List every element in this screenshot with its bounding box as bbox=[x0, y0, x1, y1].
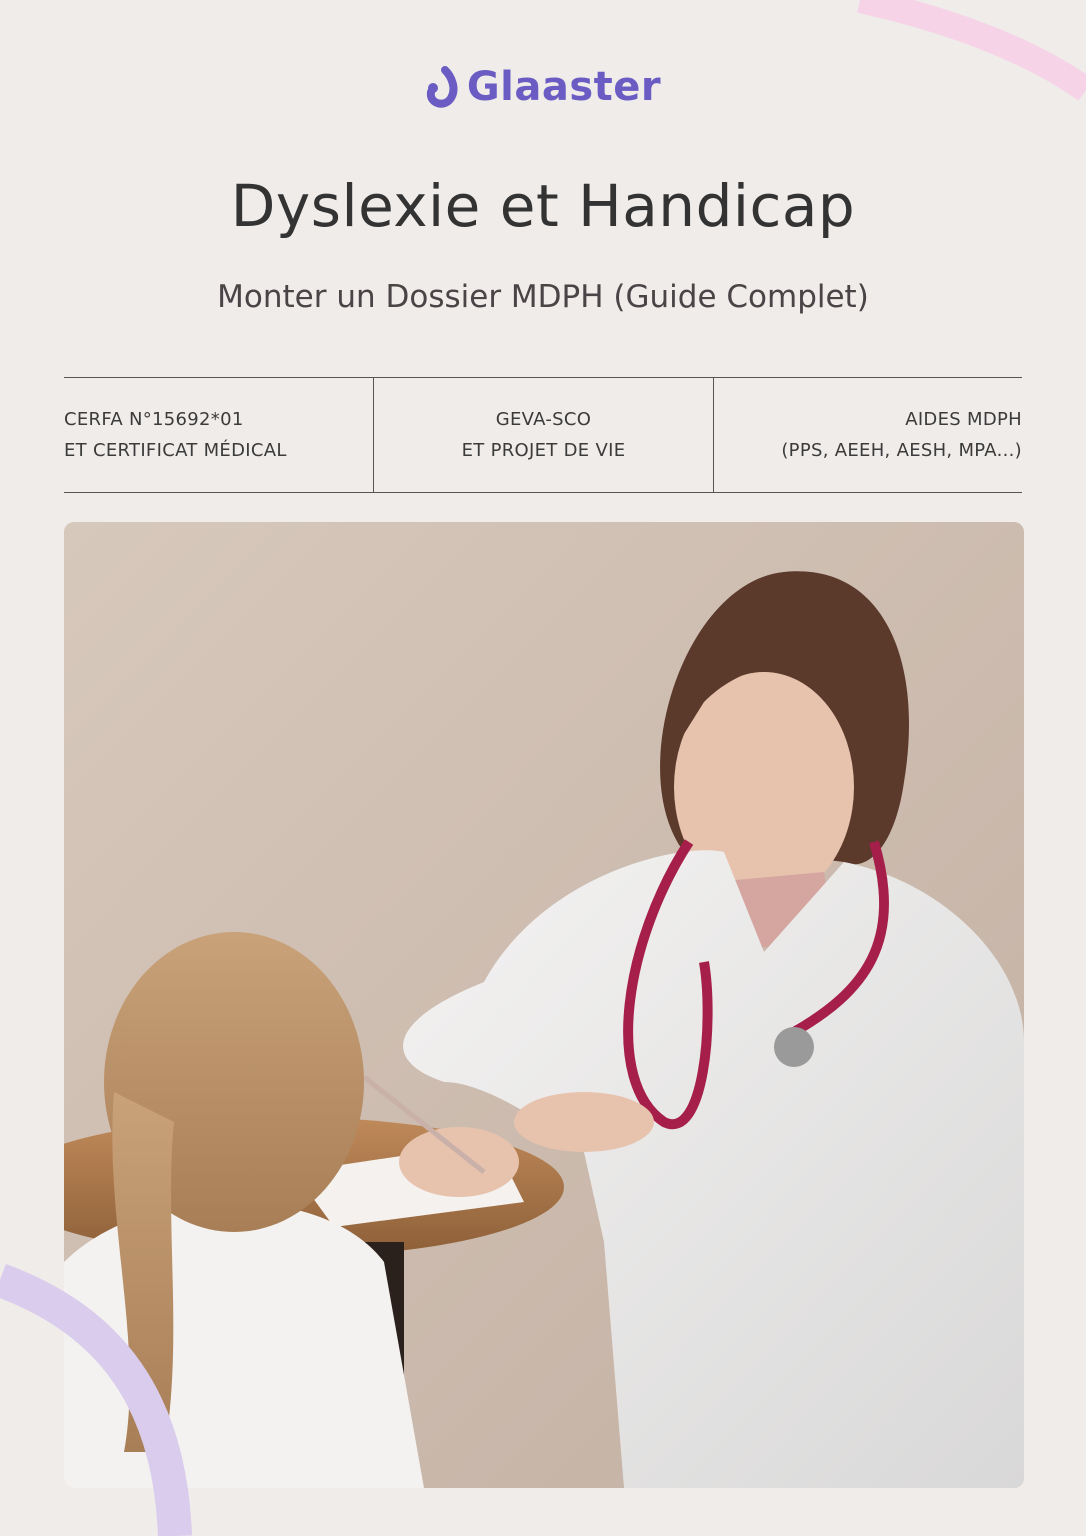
info-strip bbox=[64, 377, 1022, 493]
info-cerfa-line2: ET CERTIFICAT MÉDICAL bbox=[64, 440, 287, 461]
page-subtitle: Monter un Dossier MDPH (Guide Complet) bbox=[217, 279, 869, 315]
brand-name: Glaaster bbox=[466, 64, 662, 110]
photo-illustration bbox=[64, 522, 1024, 1488]
doctor-and-child-photo bbox=[64, 522, 1024, 1488]
info-column-aides bbox=[714, 378, 1022, 492]
info-aides-line2: (PPS, AEEH, AESH, MPA...) bbox=[781, 440, 1022, 461]
info-geva-line2: ET PROJET DE VIE bbox=[461, 440, 626, 461]
info-cerfa-line1: CERFA N°15692*01 bbox=[64, 409, 244, 430]
info-column-cerfa bbox=[64, 378, 374, 492]
brand-logo[interactable] bbox=[0, 64, 1086, 110]
page-title: Dyslexie et Handicap bbox=[230, 172, 856, 240]
glaaster-logo-icon bbox=[425, 64, 463, 110]
info-column-geva bbox=[374, 378, 714, 492]
info-aides-line1: AIDES MDPH bbox=[905, 409, 1022, 430]
info-geva-line1: GEVA-SCO bbox=[495, 409, 592, 430]
